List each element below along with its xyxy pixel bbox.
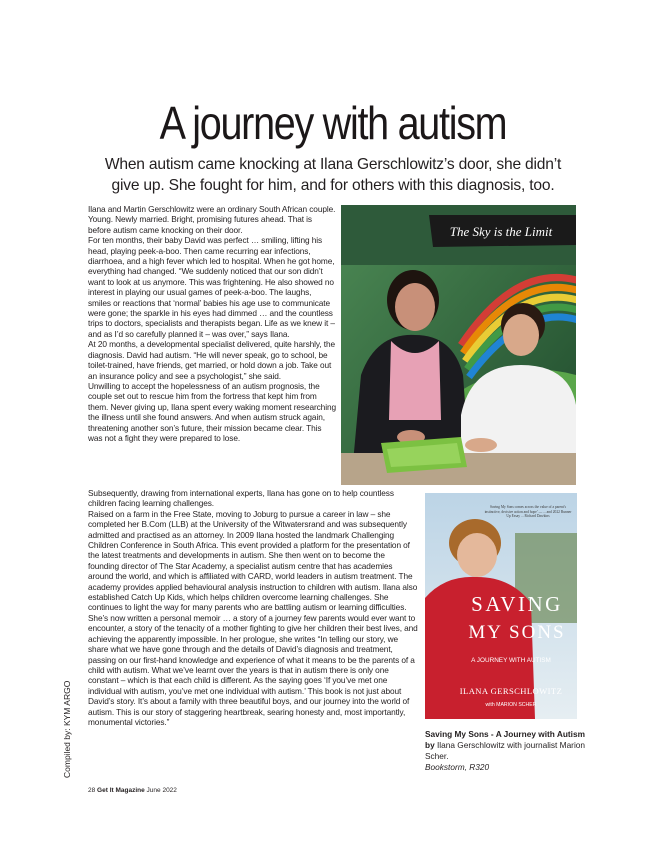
body-column-top — [88, 204, 336, 443]
body-column-wide — [88, 488, 418, 727]
book-title-line2: MY SONS — [468, 622, 566, 643]
book-coauthor: with MARION SCHER — [485, 702, 537, 708]
paragraph: She’s now written a personal memoir … a story of a journey few parents would ever want to encounter, a story of the tenacity of a mother fighting to give her children their best lives, and achieving the apparently impossible. In her prologue, she writes “In telling our story, we share what we have gone through and the details of David’s diagnosis and treatment, passing on our first-hand knowledge and experience of what it means to be the parents of a child with autism. What we’ve learnt over the years is that in autism there is only one constant – which is that each child is different. As the saying goes ‘If you’ve met one individual with autism, you’ve met one individual with autism.’ This book is not just about David’s story. It’s about a family with three beautiful boys, and our journey into the world of autism. This is our story of staggering heartbreak, searing honesty and, most importantly, monumental victories.” — [88, 612, 418, 727]
paragraph: Subsequently, drawing from international experts, Ilana has gone on to help countless children facing learning challenges. — [88, 488, 394, 509]
magazine-name: Get It Magazine — [97, 787, 145, 794]
book-subtitle: A JOURNEY WITH AUTISM — [471, 657, 551, 664]
photo-illustration — [341, 205, 576, 485]
caption-title: Saving My Sons - A Journey with Autism by — [425, 729, 585, 750]
paragraph: For ten months, their baby David was perfect … smiling, lifting his head, playing peek-a-boo. Then came recurring ear infections, diarrhoea, and a high fever which led to hospital. When he got home, everything had changed. “We suddenly noticed that our son didn’t want to look at us anymore. This was frightening. He also showed no interest in playing our usual games of peek-a-boo. The laughs, smiles or reactions that ‘normal’ babies his age use to communicate were gone; the sparkle in his eyes had dimmed … and the countless trips to doctors, specialists and therapists began. Life as we knew it – and as I’d so carefully planned it – was over,” says Ilana. — [88, 235, 335, 339]
photo-mother-and-son — [341, 205, 576, 485]
book-title-line1: SAVING — [471, 592, 563, 616]
compiled-by-credit: Compiled by: KYM ARGO — [62, 680, 72, 778]
paragraph: Unwilling to accept the hopelessness of an autism prognosis, the couple set out to rescue him from the fortress that kept him from them. Never giving up, Ilana spent every waking moment researching the illness until she found answers. And when autism struck again, threatening another son’s future, their mission became clear. This was not a fight they were prepared to lose. — [88, 380, 336, 443]
caption-text: Ilana Gerschlowitz with journalist Marion Scher. — [425, 740, 586, 761]
issue-date: June 2022 — [146, 787, 177, 794]
sign-text: The Sky is the Limit — [449, 224, 553, 239]
caption-publisher: Bookstorm, R320 — [425, 762, 490, 772]
book-blurb: Saving My Sons comes across the value of a parent's instinctive, decisive action and hope’ — ... and 2022 Runner Up Essay ... Richard Dawkins — [484, 505, 572, 519]
book-cover — [425, 493, 577, 719]
article-title: A journey with autism — [159, 97, 507, 149]
paragraph: Ilana and Martin Gerschlowitz were an ordinary South African couple. Young. Newly married. Bright, promising futures ahead. That is before autism came knocking on their door. — [88, 204, 336, 235]
book-author: ILANA GERSCHLOWITZ — [459, 686, 563, 696]
paragraph: Raised on a farm in the Free State, moving to Joburg to pursue a career in law – she completed her B.Com (LLB) at the University of the Witwatersrand and was subsequently admitted and practised as an attorney. In 2009 Ilana hosted the landmark Challenging Children Conference in South Africa. This event provided a platform for the presentation of the latest treatments and developments in autism. She then went on to become the founding director of The Star Academy, a specialist autism centre that has academies around the world, and which is affiliated with CARD, world leaders in autism treatment. The academy provides applied behavioural analysis instruction to children with autism. Ilana also established Catch Up Kids, which helps children overcome learning challenges. She continues to light the way for many parents who are battling autism or learning difficulties. — [88, 508, 418, 613]
book-caption — [425, 729, 585, 773]
article-subtitle: When autism came knocking at Ilana Gerschlowitz’s door, she didn’t give up. She fought for him, and for others with this diagnosis, too. — [104, 156, 562, 194]
book-cover-art — [425, 493, 577, 719]
paragraph: At 20 months, a developmental specialist delivered, quite harshly, the diagnosis. David had autism. “He will never speak, go to school, be toilet-trained, have friends, get married, or hold down a job. Take out an insurance policy and see a psychologist,” she said. — [88, 339, 335, 381]
page-folio — [88, 787, 177, 794]
page-number: 28 — [88, 787, 96, 794]
